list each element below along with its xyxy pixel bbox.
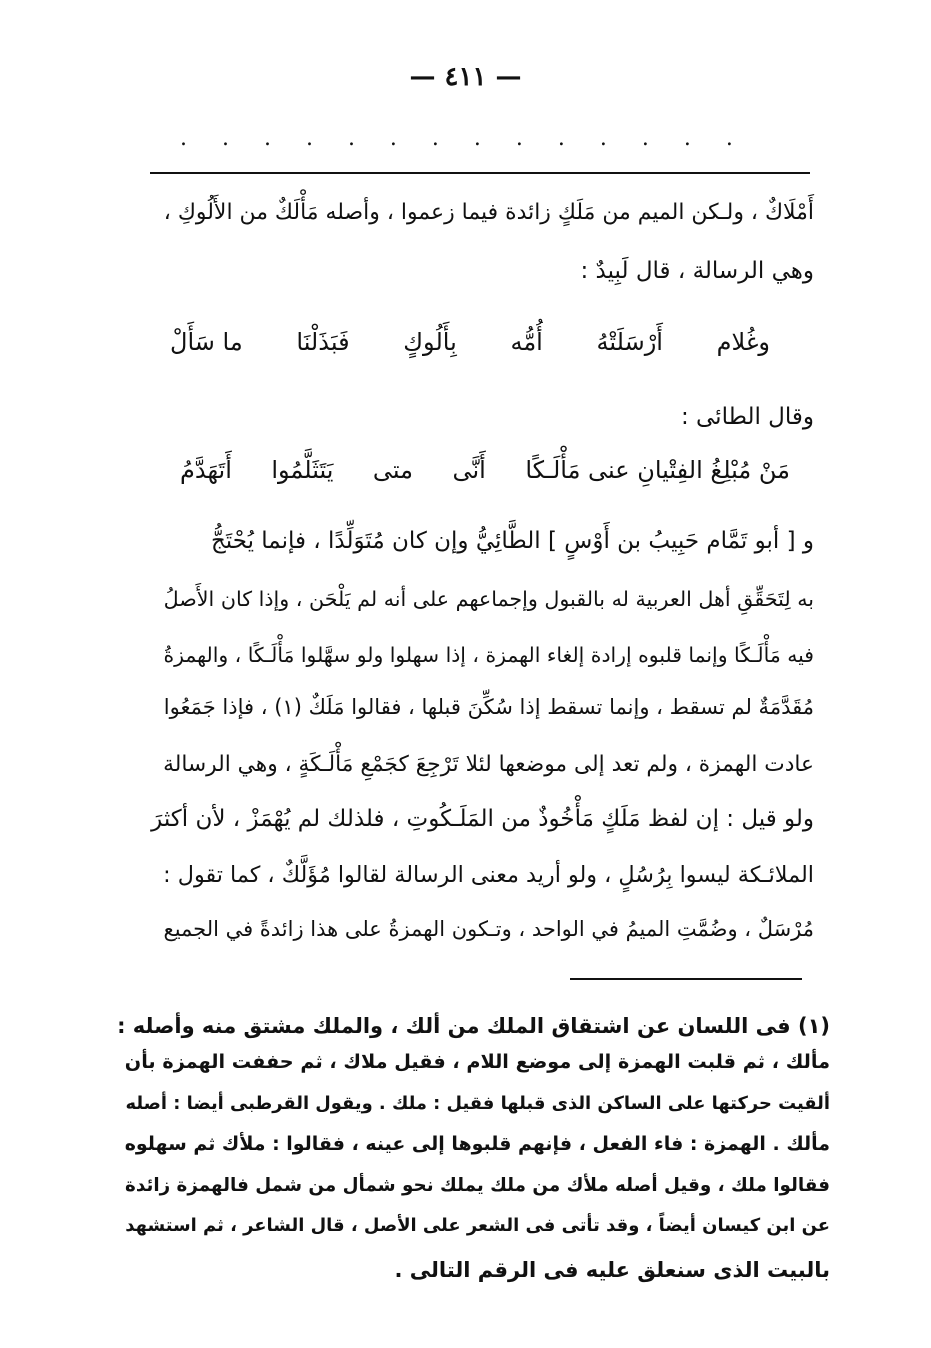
verse-tai [180,454,790,486]
body-line-4: و [ أبو تَمَّام حَبِيبُ بن أَوْسٍ ] الطَّائِيُّ وإن كان مُتَوَلِّدًا ، فإنما يُحْتَجُّ [210,528,814,554]
verse-word: متى [372,456,414,484]
body-line-7: مُقَدَّمَةٌ لم تسقط ، وإنما تسقط إذا سُكِّنَ قبلها ، فقالوا مَلَكٌ (١) ، فإذا جَمَعُوا [163,694,814,719]
body-line-6: فيه مَأْلَـكًا وإنما قلبوه إرادة إلغاء الهمزة ، إذا سهلوا ولو سهَّلوا مَأْلَـكًا ، والهمزةُ [163,643,814,667]
ornamental-dots: . . . . . . . . . . . . . . [180,126,747,151]
body-line-1: أَمْلَاكٌ ، ولـكن الميم من مَلَكٍ زائدة فيما زعموا ، وأصله مَأْلَكٌ من الأَلُوكِ ، [163,200,814,225]
verse-word: بِأَلُوكٍ [403,328,457,356]
footnote-line-1: (١) فى اللسان عن اشتقاق الملك من ألك ، والملك مشتق منه وأصله : [117,1014,830,1038]
verse-word: مَنْ مُبْلِغُ الفِتْيانِ عنى مَأْلَـكًا [525,456,790,484]
verse-word: أُمُّه [510,328,543,356]
page-number: — ٤١١ — [409,62,522,92]
verse-word: أَتَهَدَّمُ [180,456,232,484]
body-line-11: مُرْسَلٌ ، وضُمَّتِ الميمُ في الواحد ، وتـكون الهمزةُ على هذا زائدةً في الجميع [163,917,814,941]
verse-word: أَنَّى [452,456,486,484]
footnote-line-7: بالبيت الذى سنعلق عليه فى الرقم التالى . [394,1258,830,1282]
footnote-line-4: مألك . الهمزة : فاء الفعل ، فإنهم قلبوها إلى عينه ، فقالوا : ملأك ثم سهلوه [124,1133,830,1155]
body-line-8: عادت الهمزة ، ولم تعد إلى موضعها لئلا تَرْجِعَ كجَمْعِ مَأْلَـكَةٍ ، وهي الرسالة [163,752,814,777]
verse-word: يَتَثَلَّمُوا [271,456,334,484]
footnote-line-6: عن ابن كيسان أيضاً ، وقد تأتى فى الشعر على الأصل ، قال الشاعر ، ثم استشهد [125,1215,830,1236]
footnote-rule [570,978,802,980]
body-line-3: وقال الطائى : [680,404,814,430]
verse-word: ما سَأَلْ [170,328,243,356]
verse-word: وغُلام [716,328,770,356]
body-line-5: به لِتَحَقِّقِ أهل العربية له بالقبول وإجماعهم على أنه لم يَلْحَن ، وإذا كان الأَصلُ [163,587,814,611]
footnote-line-3: ألقيت حركتها على الساكن الذى قبلها فقيل : ملك . ويقول القرطبى أيضا : أصله [125,1093,830,1114]
body-line-9: ولو قيل : إن لفظ مَلَكٍ مَأْخُوذٌ من المَلَـكُوتِ ، فلذلك لم يُهْمَزْ ، لأن أكثرَ [151,806,814,832]
header-rule [150,172,810,174]
verse-labid [170,326,770,358]
footnote-line-2: مألك ، ثم قلبت الهمزة إلى موضع اللام ، فقيل ملاك ، ثم حففت الهمزة بأن [124,1050,830,1073]
footnote-line-5: فقالوا ملك ، وقيل أصله ملأك من ملك يملك نحو شمأل من شمل فالهمزة زائدة [125,1175,830,1196]
body-line-10: الملائـكة ليسوا بِرُسُلٍ ، ولو أريد معنى الرسالة لقالوا مُؤَلَّكٌ ، كما تقول : [163,862,814,888]
body-line-2: وهي الرسالة ، قال لَبِيدٌ : [580,258,814,284]
verse-word: فَبَذَلْنَا [296,328,350,356]
verse-word: أَرْسَلَتْهُ [596,328,663,356]
